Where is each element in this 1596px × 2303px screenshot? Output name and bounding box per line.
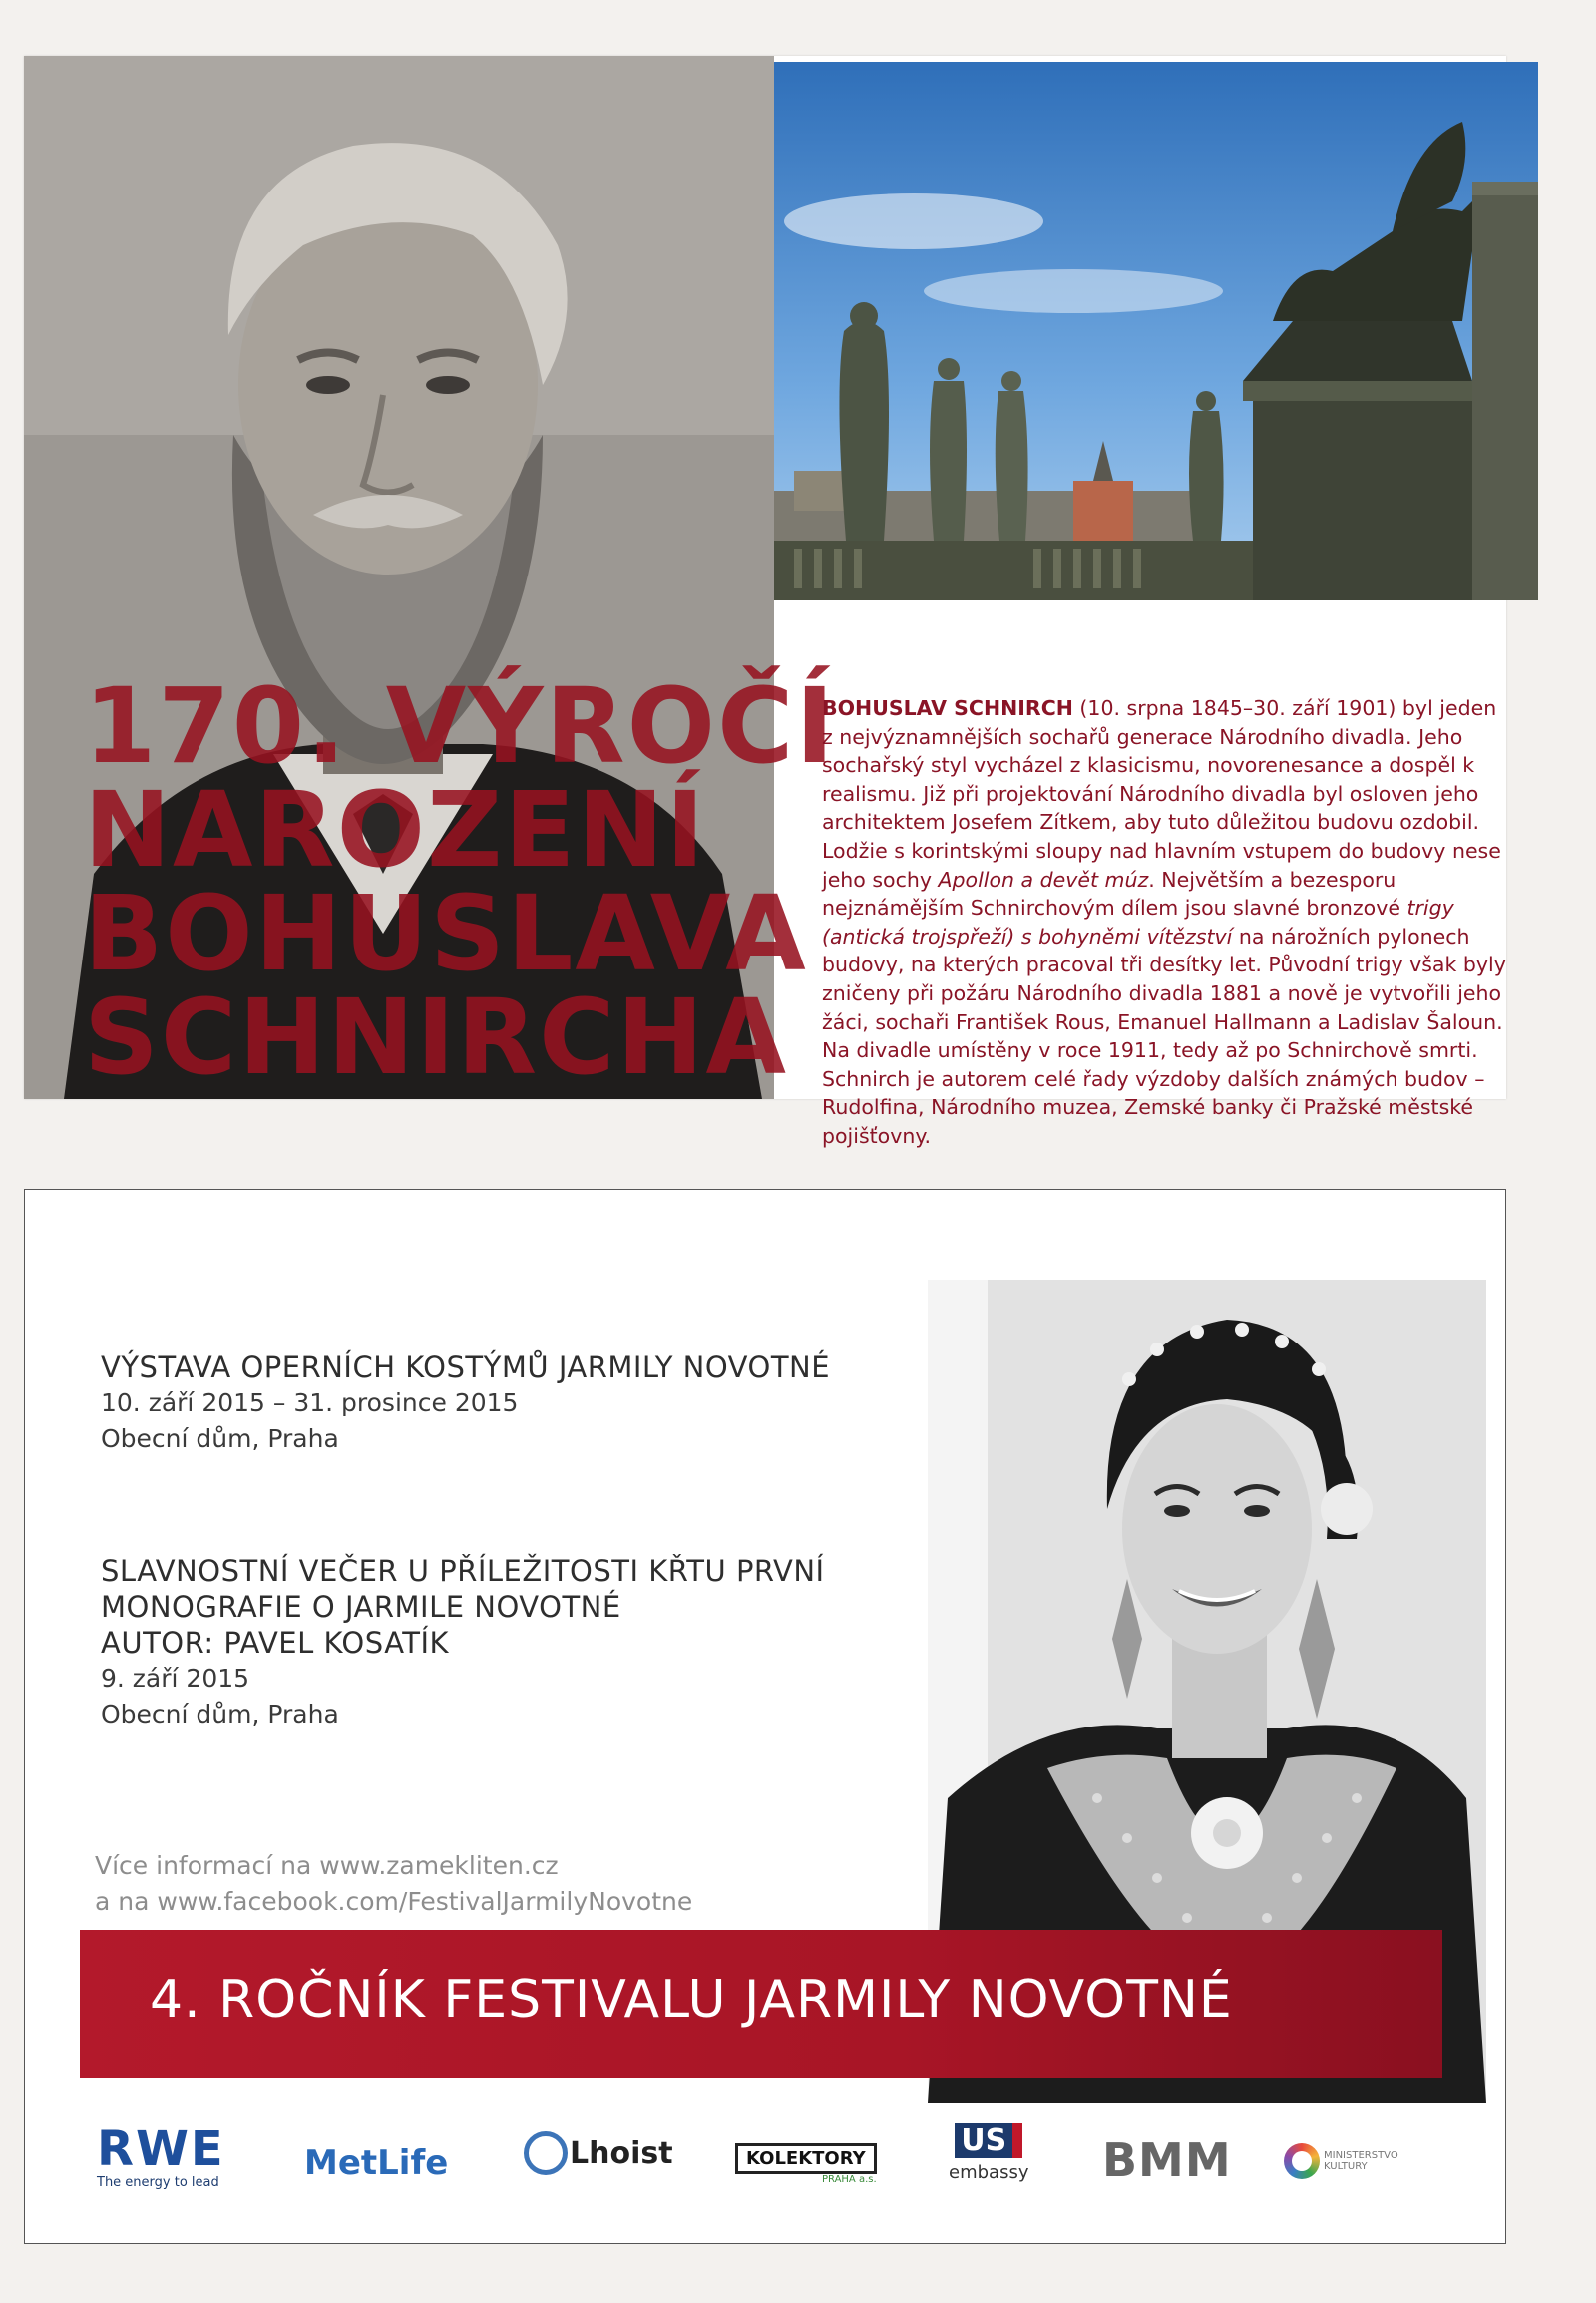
event-date: 9. září 2015 bbox=[101, 1664, 250, 1693]
rwe-logo bbox=[97, 2121, 225, 2190]
bio-text: . Největším a bezesporu nejznámějším Schnirchovým dílem jsou slavné bronzové bbox=[822, 867, 1407, 921]
bio-italic: trigy (antická trojspřeží) s bohyněmi vítězství bbox=[822, 896, 1454, 949]
lhoist-logo bbox=[524, 2131, 673, 2175]
schnirch-biography bbox=[822, 694, 1510, 1151]
headline-line: NAROZENÍ bbox=[84, 769, 707, 891]
event-place: Obecní dům, Praha bbox=[101, 1700, 339, 1728]
festival-banner-title: 4. ROČNÍK FESTIVALU JARMILY NOVOTNÉ bbox=[150, 1970, 1233, 2030]
schnirch-panel bbox=[24, 56, 1506, 1148]
event-title: VÝSTAVA OPERNÍCH KOSTÝMŮ JARMILY NOVOTNÉ bbox=[101, 1350, 831, 1384]
ministry-of-culture-logo bbox=[1284, 2143, 1398, 2179]
us-embassy-logo bbox=[949, 2123, 1028, 2183]
event-author: AUTOR: PAVEL KOSATÍK bbox=[101, 1626, 450, 1660]
lhoist-logo-text: Lhoist bbox=[570, 2135, 673, 2171]
metlife-logo: MetLife bbox=[304, 2143, 449, 2183]
festival-banner bbox=[80, 1930, 1442, 2078]
info-website-link[interactable]: Více informací na www.zamekliten.cz bbox=[95, 1851, 559, 1880]
anniversary-headline bbox=[84, 665, 837, 1098]
ministry-ring-icon bbox=[1284, 2143, 1320, 2179]
exhibition-event bbox=[101, 1349, 830, 1457]
sponsor-logos bbox=[25, 2088, 1506, 2237]
novotna-festival-ad bbox=[24, 1189, 1506, 2244]
event-place: Obecní dům, Praha bbox=[101, 1424, 339, 1453]
us-logo-text: US bbox=[955, 2123, 1022, 2158]
bio-text: (10. srpna 1845–30. září 1901) byl jeden z nejvýznamnějších sochařů generace Národního divadla. Jeho sochařský styl vycházel z klasicismu, novorenesance a dospěl k realismu. Již při projektování Národního divadla byl osloven jeho architektem Josefem Zítkem, aby tuto důležitou budovu ozdobil. Lodžie s korintskými sloupy nad hlavním vstupem do budovy nese jeho sochy bbox=[822, 696, 1501, 892]
rwe-tagline: The energy to lead bbox=[97, 2175, 219, 2190]
bio-text: na nárožních pylonech budovy, na kterých pracoval tři desítky let. Původní trigy však byly zničeny při požáru Národního divadla 1881 a nově je vytvořili jeho žáci, sochaři František Rous, Emanuel Hallmann a Ladislav Šaloun. Na divadle umístěny v roce 1911, tedy až po Schnirchově smrti. Schnirch je autorem celé řady výzdoby dalších známých budov – Rudolfina, Národního muzea, Zemské banky či Pražské městské pojišťovny. bbox=[822, 924, 1506, 1148]
event-date: 10. září 2015 – 31. prosince 2015 bbox=[101, 1388, 519, 1417]
event-title: MONOGRAFIE O JARMILE NOVOTNÉ bbox=[101, 1590, 621, 1624]
kolektory-logo bbox=[735, 2143, 877, 2185]
bmm-logo: BMM bbox=[1102, 2133, 1232, 2187]
book-launch-event bbox=[101, 1553, 825, 1732]
kolektory-sub: PRAHA a.s. bbox=[822, 2174, 877, 2185]
info-facebook-link[interactable]: a na www.facebook.com/FestivalJarmilyNovotne bbox=[95, 1887, 693, 1916]
embassy-text: embassy bbox=[949, 2162, 1029, 2183]
kolektory-logo-text: KOLEKTORY bbox=[735, 2143, 877, 2174]
rwe-logo-text: RWE bbox=[97, 2121, 225, 2177]
ministry-text: MINISTERSTVO KULTURY bbox=[1324, 2150, 1398, 2172]
more-info bbox=[95, 1848, 692, 1920]
event-title: SLAVNOSTNÍ VEČER U PŘÍLEŽITOSTI KŘTU PRVNÍ bbox=[101, 1554, 825, 1588]
headline-line: 170. VÝROČÍ bbox=[84, 665, 837, 787]
lhoist-circle-icon bbox=[524, 2131, 568, 2175]
bio-name: BOHUSLAV SCHNIRCH bbox=[822, 696, 1073, 720]
headline-line: SCHNIRCHA bbox=[84, 976, 788, 1098]
headline-line: BOHUSLAVA bbox=[84, 873, 808, 994]
bio-italic: Apollon a devět múz bbox=[938, 867, 1149, 892]
national-theatre-sculpture-photo bbox=[774, 62, 1538, 600]
